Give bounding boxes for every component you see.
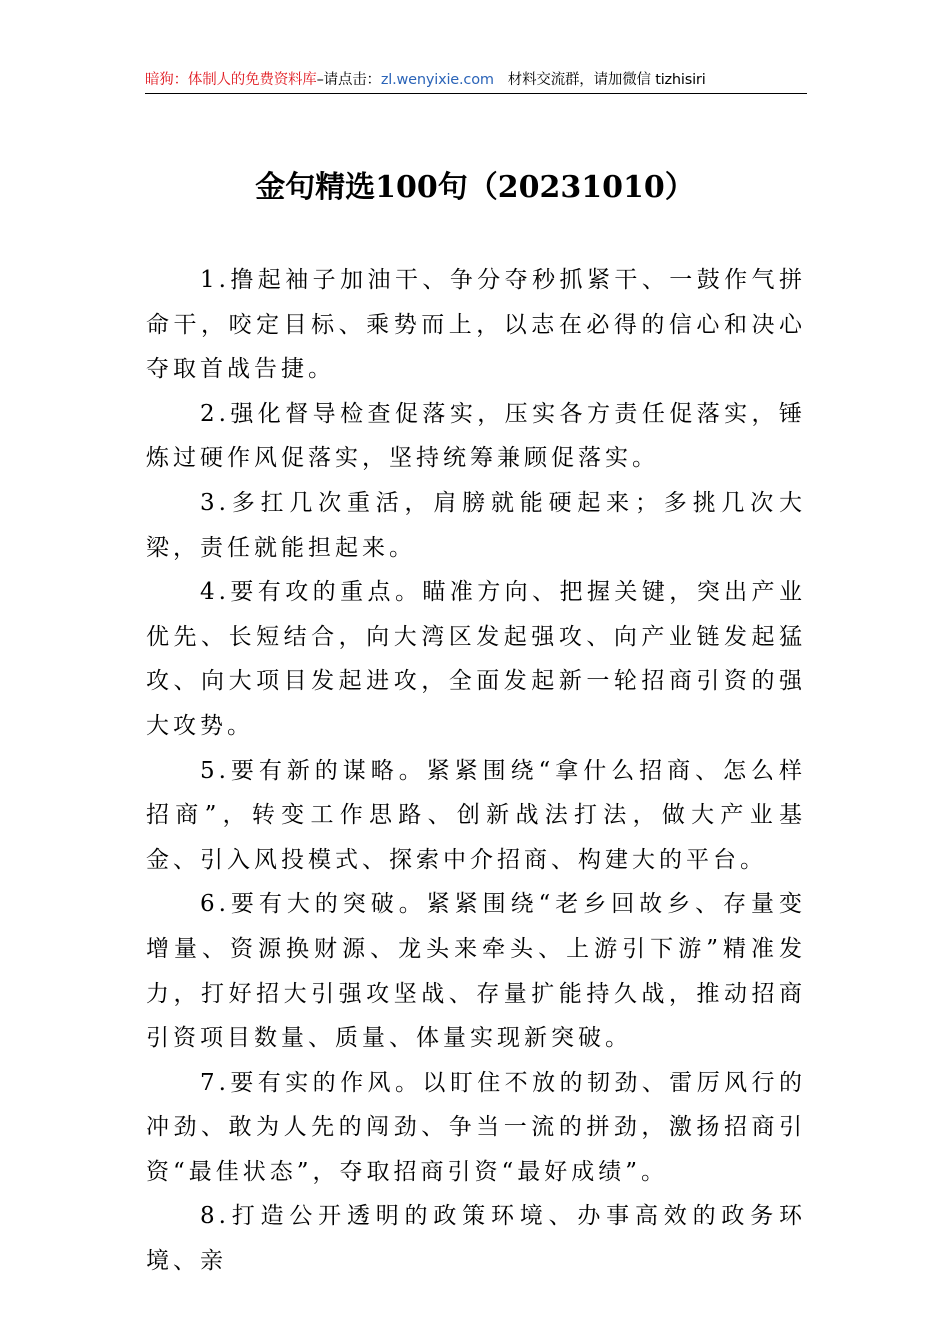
page-header <box>145 68 807 96</box>
paragraph-4: 4.要有攻的重点。瞄准方向、把握关键，突出产业优先、长短结合，向大湾区发起强攻、向产业链发起猛攻、向大项目发起进攻，全面发起新一轮招商引资的强大攻势。 <box>146 579 806 739</box>
paragraph-7: 7.要有实的作风。以盯住不放的韧劲、雷厉风行的冲劲、敢为人先的闯劲、争当一流的拼劲，激扬招商引资“最佳状态”，夺取招商引资“最好成绩”。 <box>146 1069 806 1185</box>
header-divider <box>145 93 807 94</box>
header-contact: 材料交流群，请加微信 tizhisiri <box>507 72 706 88</box>
paragraph-5: 5.要有新的谋略。紧紧围绕“拿什么招商、怎么样招商”，转变工作思路、创新战法打法，做大产业基金、引入风投模式、探索中介招商、构建大的平台。 <box>146 757 806 873</box>
paragraph-8: 8.打造公开透明的政策环境、办事高效的政务环境、亲 <box>146 1203 806 1275</box>
header-prompt: –请点击： <box>316 72 381 88</box>
paragraph-1: 1.撸起袖子加油干、争分夺秒抓紧干、一鼓作气拼命干，咬定目标、乘势而上，以志在必得的信心和决心夺取首战告捷。 <box>146 267 806 383</box>
document-body <box>146 258 806 1284</box>
paragraph-6: 6.要有大的突破。紧紧围绕“老乡回故乡、存量变增量、资源换财源、龙头来牵头、上游引下游”精准发力，打好招大引强攻坚战、存量扩能持久战，推动招商引资项目数量、质量、体量实现新突破。 <box>146 891 806 1052</box>
header-link[interactable]: zl.wenyixie.com <box>380 72 494 88</box>
paragraph-2: 2.强化督导检查促落实，压实各方责任促落实，锤炼过硬作风促落实，坚持统筹兼顾促落实。 <box>146 400 806 472</box>
document-title: 金句精选100句（20231010） <box>255 170 695 205</box>
paragraph-3: 3.多扛几次重活，肩膀就能硬起来；多挑几次大梁，责任就能担起来。 <box>146 489 806 561</box>
header-brand: 暗狗：体制人的免费资料库 <box>145 72 317 88</box>
